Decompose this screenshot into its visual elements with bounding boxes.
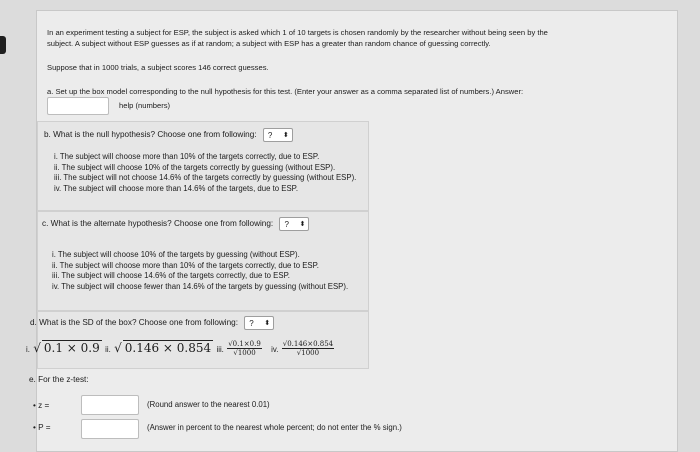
part-b-option: i. The subject will choose more than 10% of the targets correctly, due to ESP. <box>54 152 320 161</box>
select-arrows-icon: ⬍ <box>264 320 271 327</box>
alternate-hypothesis-select[interactable] <box>279 217 309 231</box>
sd-option-2-label: ii. <box>105 345 111 354</box>
sd-option-1-label: i. <box>26 345 30 354</box>
part-e-title: e. For the z-test: <box>29 375 89 384</box>
part-b-option: ii. The subject will choose 10% of the targets correctly by guessing (without ESP). <box>54 162 336 172</box>
z-hint: (Round answer to the nearest 0.01) <box>147 400 270 409</box>
sd-option-4-label: iv. <box>271 345 279 354</box>
part-b-option: iii. The subject will not choose 14.6% of the targets correctly by guessing (without ESP). <box>54 173 357 183</box>
part-c-option: ii. The subject will choose more than 10% of the targets correctly, due to ESP. <box>52 260 319 270</box>
part-b-question <box>44 128 293 142</box>
part-d-section <box>26 311 369 369</box>
sd-option-4-num: 0.146×0.854 <box>287 340 334 349</box>
sd-option-3: $\frac{√0.1\times 0.9}{√1000}$ <box>228 340 261 358</box>
question-panel <box>26 10 678 452</box>
p-label: • P = <box>33 423 51 432</box>
sd-option-3-den: 1000 <box>237 349 256 358</box>
part-c-options <box>52 250 348 292</box>
part-d-question <box>30 316 274 330</box>
part-c-question-text: c. What is the alternate hypothesis? Choose one from following: <box>42 219 274 229</box>
part-c-option: iii. The subject will choose 14.6% of the targets correctly, due to ESP. <box>52 271 290 281</box>
intro-line-2: subject. A subject without ESP guesses as if at random; a subject with ESP has a greater than random chance of guessing correctly. <box>47 39 491 48</box>
p-hint: (Answer in percent to the nearest whole percent; do not enter the % sign.) <box>147 423 402 432</box>
null-hypothesis-select-value: ? <box>267 131 273 140</box>
select-arrows-icon: ⬍ <box>299 221 306 228</box>
sd-option-4: $\frac{√0.146\times 0.854}{√1000}$ <box>282 340 334 358</box>
part-b-question-text: b. What is the null hypothesis? Choose one from following: <box>44 130 257 140</box>
part-c-option: i. The subject will choose 10% of the targets by guessing (without ESP). <box>52 250 300 259</box>
sd-option-1-expr: 0.1 × 0.9 <box>43 341 100 355</box>
sd-select[interactable] <box>244 316 274 330</box>
part-b-options <box>54 152 356 194</box>
sd-option-2: √ 0.146 × 0.854 <box>114 341 212 355</box>
problem-intro <box>47 27 548 49</box>
select-arrows-icon: ⬍ <box>282 132 289 139</box>
p-value-input[interactable] <box>81 419 139 439</box>
null-hypothesis-select[interactable] <box>263 128 293 142</box>
box-model-input[interactable] <box>47 97 109 115</box>
alternate-hypothesis-select-value: ? <box>284 220 289 229</box>
part-d-question-text: d. What is the SD of the box? Choose one from following: <box>30 318 238 328</box>
sd-options <box>26 340 334 357</box>
z-score-input[interactable] <box>81 395 139 415</box>
suppose-text: Suppose that in 1000 trials, a subject scores 146 correct guesses. <box>47 63 269 72</box>
part-c-option: iv. The subject will choose fewer than 14.6% of the targets by guessing (without ESP). <box>52 281 349 291</box>
sd-select-value: ? <box>249 319 254 328</box>
sd-option-4-den: 1000 <box>301 349 320 358</box>
part-b-option: iv. The subject will choose more than 14.6% of the targets, due to ESP. <box>54 183 299 193</box>
part-c-question <box>42 217 309 231</box>
side-tab[interactable] <box>0 36 6 54</box>
part-a-hint: help (numbers) <box>119 101 171 110</box>
intro-line-1: In an experiment testing a subject for ESP, the subject is asked which 1 of 10 targets is chosen randomly by the researcher without being seen by the <box>47 28 548 37</box>
sd-option-3-num: 0.1×0.9 <box>232 340 261 349</box>
part-c-section <box>37 211 369 311</box>
sd-option-1: √ 0.1 × 0.9 <box>33 341 100 355</box>
sd-option-3-label: iii. <box>216 345 224 354</box>
part-b-section <box>37 121 369 211</box>
sd-option-2-expr: 0.146 × 0.854 <box>124 341 212 355</box>
part-a-text: a. Set up the box model corresponding to the null hypothesis for this test. (Enter your answer as a comma separated list of numbers.) Answer: <box>47 87 524 96</box>
z-label: • z = <box>33 401 50 410</box>
